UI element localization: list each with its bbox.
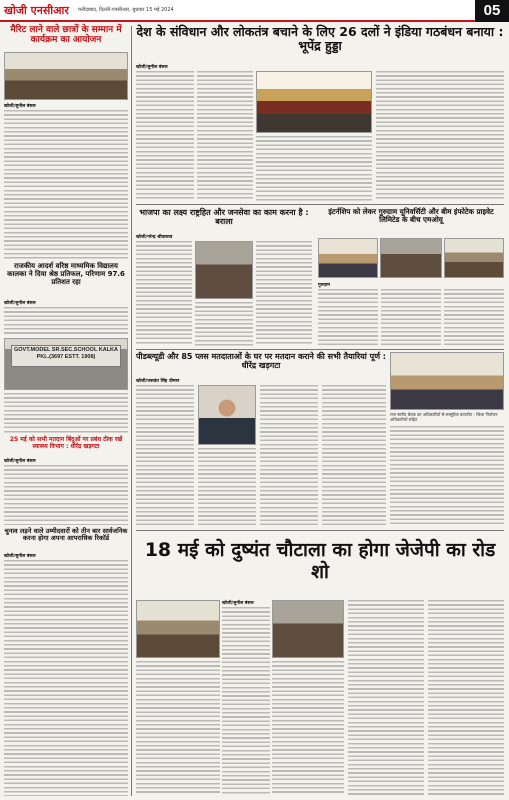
meeting-photo <box>390 352 504 410</box>
internship-body-col1 <box>318 289 378 346</box>
constitution-body-col3 <box>256 136 372 201</box>
official-portrait <box>198 385 256 445</box>
pwd-voters-body-col4 <box>322 385 386 527</box>
internship-body-col2 <box>381 289 441 346</box>
roadshow-photo-1 <box>136 600 220 658</box>
pwd-voters-byline: खोजी/जसवंत सिंह धीमान <box>136 379 180 384</box>
jjp-body-col0 <box>136 661 220 795</box>
candidates-headline: चुनाव लड़ने वाले उम्मीदवारों को तीन बार सार्वजनिक करना होगा अपना आपराधिक रिकॉर्ड <box>4 527 128 543</box>
bjp-byline: खोजी/नरेन्द्र श्रीवास्तव <box>136 235 173 240</box>
roadshow-photo-2 <box>272 600 344 658</box>
school-result-body-top <box>4 307 128 335</box>
jjp-roadshow-headline: 18 मई को दुष्यंत चौटाला का होगा जेजेपी का रोड शो <box>144 539 496 583</box>
internship-photo-3 <box>444 238 504 278</box>
masthead <box>0 0 509 22</box>
jjp-body-col2 <box>272 661 344 795</box>
section-divider-1 <box>136 204 504 205</box>
jjp-roadshow-byline: खोजी/सुनील बंसल <box>222 601 254 606</box>
edition-info: फरीदाबाद, दिल्ली-एनसीआर, बुधवार 15 मई 2024 <box>78 7 174 13</box>
column-divider-left <box>131 26 132 796</box>
pwd-voters-body-col2 <box>198 448 256 527</box>
constitution-body-col1 <box>136 71 194 201</box>
jjp-body-col4 <box>428 600 504 795</box>
bjp-body-col2 <box>195 302 253 346</box>
health-review-headline: 25 मई को सभी मतदान बिंदुओं पर प्रबंध ठीक रखें स्वास्थ्य विभाग : धीरेंद्र खड़गटा <box>9 436 123 450</box>
students-body <box>4 110 128 260</box>
bjp-headline: भाजपा का लक्ष्य राष्ट्रहित और जनसेवा का काम करना है : बराला <box>139 208 309 227</box>
school-result-headline: राजकीय आदर्श वरिष्ठ माध्यमिक विद्यालय कालका ने दिया श्रेष्ठ प्रतिफल, परिणाम 97.6 प्रतिशत रहा <box>7 262 125 287</box>
pwd-voters-body-col1 <box>136 385 194 527</box>
internship-body-col3 <box>444 289 504 346</box>
jjp-body-col3 <box>348 600 424 795</box>
internship-byline: गुरुग्राम <box>318 283 330 288</box>
internship-photo-2 <box>380 238 442 278</box>
constitution-body-col4 <box>376 71 504 201</box>
bjp-body-col1 <box>136 241 192 346</box>
internship-photo-1 <box>318 238 378 278</box>
health-review-body <box>4 465 128 525</box>
constitution-photo <box>256 71 372 133</box>
school-signboard: GOVT.MODEL SR.SEC.SCHOOL KALKA PKL.(3697 ESTT. 1908) <box>11 345 121 367</box>
health-review-byline: खोजी/सुनील बंसल <box>4 459 36 464</box>
newspaper-name: खोजी एनसीआर <box>4 4 69 17</box>
candidates-byline: खोजी/सुनील बंसल <box>4 554 36 559</box>
school-result-byline: खोजी/सुनील बंसल <box>4 301 36 306</box>
school-result-body <box>4 393 128 433</box>
meeting-caption: राज स्तरीय बैठक का अधिकारियों से सामूहिक बातचीत - जिला निर्वाचन अधिकारियों सहित <box>390 412 498 422</box>
candidates-body <box>4 560 128 796</box>
meeting-body <box>390 426 504 527</box>
school-photo <box>4 338 128 390</box>
students-headline: मैरिट लाने वाले छात्रों के सम्मान में कार्यक्रम का आयोजन <box>10 25 122 46</box>
pwd-voters-body-col3 <box>260 385 318 527</box>
internship-headline: इंटर्नशिप को लेकर गुरुग्राम यूनिवर्सिटी और बीम इंफोटेक प्राइवेट लिमिटेड के बीच एमओयू <box>328 207 494 225</box>
students-photo <box>4 52 128 100</box>
page-number: 05 <box>475 0 509 22</box>
constitution-headline: देश के संविधान और लोकतंत्र बचाने के लिए 26 दलों ने इंडिया गठबंधन बनाया : भूपेंद्र हुड्डा <box>136 24 504 54</box>
pwd-voters-headline: पीडब्ल्यूडी और 85 प्लस मतदाताओं के घर पर मतदान कराने की सभी तैयारियां पूर्ण : धीरेंद्र खड़गटा <box>136 352 386 371</box>
bjp-body-col3 <box>256 241 312 346</box>
constitution-byline: खोजी/सुनील बंसल <box>136 65 168 70</box>
section-divider-3 <box>136 530 504 531</box>
constitution-body-col2 <box>197 71 253 201</box>
students-byline: खोजी/सुनील बंसल <box>4 104 36 109</box>
jjp-body-col1 <box>222 607 270 795</box>
bjp-photo <box>195 241 253 299</box>
section-divider-2 <box>136 349 504 350</box>
